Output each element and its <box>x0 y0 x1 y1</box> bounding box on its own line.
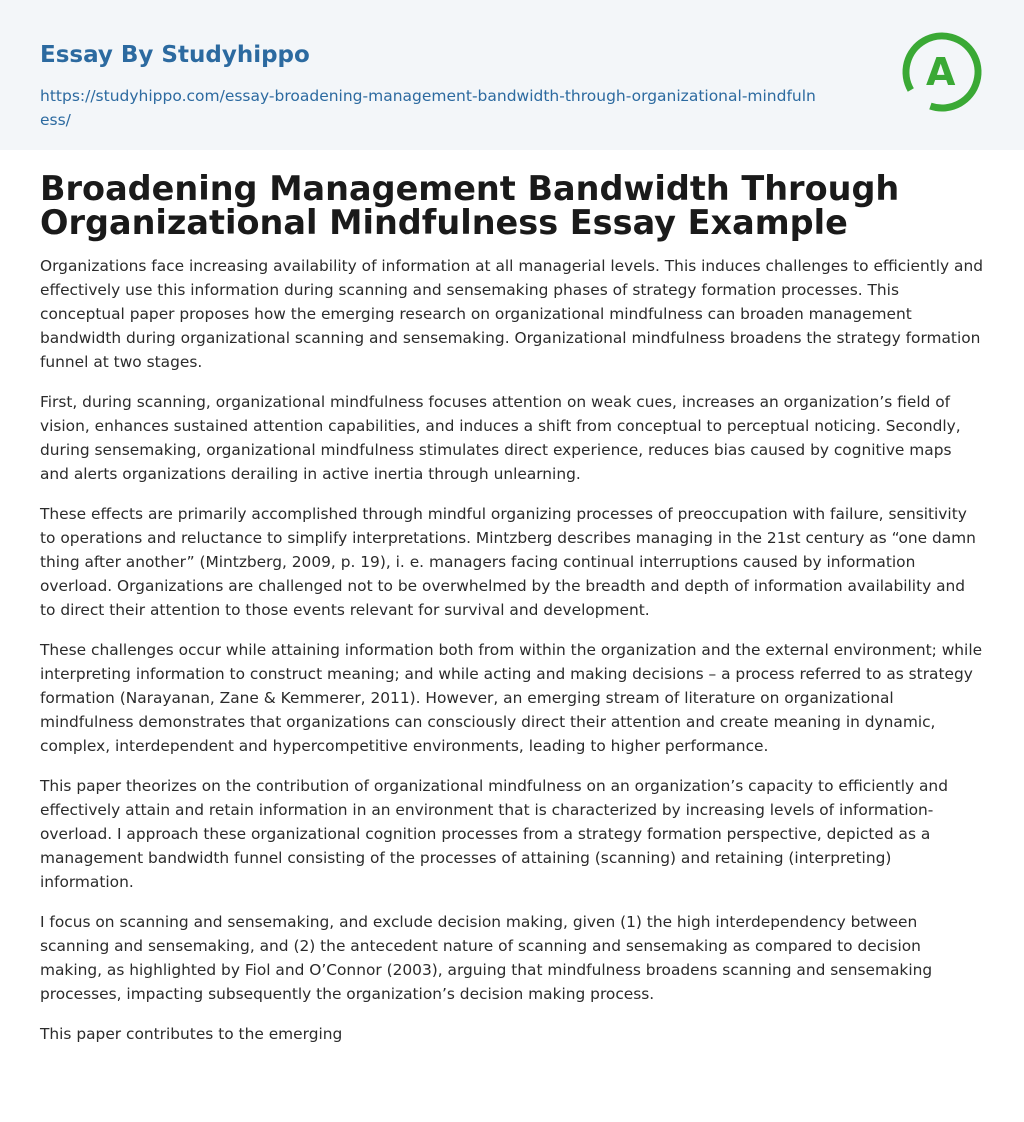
paragraph: These effects are primarily accomplished through mindful organizing processes of preoccupation with failure, sensitivity to operations and reluctance to simplify interpretations. Mintzberg describes managing in the 21st century as “one damn thing after another” (Mintzberg, 2009, p. 19), i. e. managers facing continual interruptions caused by information overload. Organizations are challenged not to be overwhelmed by the breadth and depth of information availability and to direct their attention to those events relevant for survival and development. <box>40 505 976 619</box>
paragraph: This paper contributes to the emerging <box>40 1025 343 1043</box>
paragraph: First, during scanning, organizational mindfulness focuses attention on weak cues, increases an organization’s field of vision, enhances sustained attention capabilities, and induces a shift from conceptual to perceptual noticing. Secondly, during sensemaking, organizational mindfulness stimulates direct experience, reduces bias caused by cognitive maps and alerts organizations derailing in active inertia through unlearning. <box>40 393 961 483</box>
essay-url-link[interactable]: https://studyhippo.com/essay-broadening-management-bandwidth-through-organizational-mindfulness/ <box>40 87 816 129</box>
paragraph: Organizations face increasing availability of information at all managerial levels. This induces challenges to efficiently and effectively use this information during scanning and sensemaking phases of strategy formation processes. This conceptual paper proposes how the emerging research on organizational mindfulness can broaden management bandwidth during organizational scanning and sensemaking. Organizational mindfulness broadens the strategy formation funnel at two stages. <box>40 257 984 371</box>
paragraph: This paper theorizes on the contribution of organizational mindfulness on an organization’s capacity to efficiently and effectively attain and retain information in an environment that is characterized by increasing levels of information-overload. I approach these organizational cognition processes from a strategy formation perspective, depicted as a management bandwidth funnel consisting of the processes of attaining (scanning) and retaining (interpreting) information. <box>40 777 948 891</box>
logo-letter: A <box>926 50 956 94</box>
brand-title[interactable]: Essay By Studyhippo <box>40 42 310 68</box>
site-header <box>0 0 1024 150</box>
page-title: Broadening Management Bandwidth Through Organizational Mindfulness Essay Example <box>40 169 900 242</box>
paragraph: These challenges occur while attaining information both from within the organization and the external environment; while interpreting information to construct meaning; and while acting and making decisions – a process referred to as strategy formation (Narayanan, Zane & Kemmerer, 2011). However, an emerging stream of literature on organizational mindfulness demonstrates that organizations can consciously direct their attention and create meaning in dynamic, complex, interdependent and hypercompetitive environments, leading to higher performance. <box>40 641 983 755</box>
studyhippo-logo-icon[interactable] <box>900 30 984 114</box>
paragraph: I focus on scanning and sensemaking, and exclude decision making, given (1) the high interdependency between scanning and sensemaking, and (2) the antecedent nature of scanning and sensemaking as compared to decision making, as highlighted by Fiol and O’Connor (2003), arguing that mindfulness broadens scanning and sensemaking processes, impacting subsequently the organization’s decision making process. <box>40 913 933 1003</box>
article <box>0 169 1024 1046</box>
